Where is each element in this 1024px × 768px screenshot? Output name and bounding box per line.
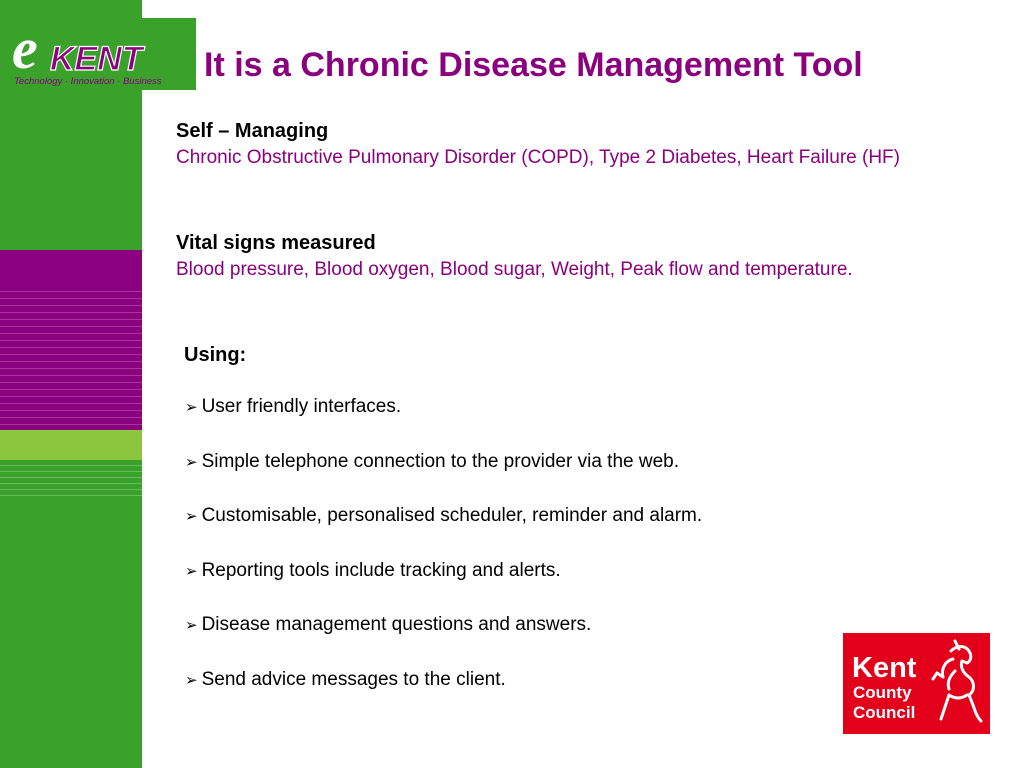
council-logo-line1: Kent bbox=[852, 652, 917, 684]
list-item bbox=[185, 501, 702, 556]
list-item bbox=[185, 665, 702, 720]
arrow-bullet-icon: ➢ bbox=[185, 617, 198, 634]
list-item-text: Reporting tools include tracking and alerts. bbox=[201, 559, 561, 581]
council-logo-line2: County bbox=[853, 683, 912, 702]
arrow-bullet-icon: ➢ bbox=[185, 453, 198, 471]
arrow-bullet-icon: ➢ bbox=[185, 508, 198, 525]
sidebar-lime-band bbox=[0, 430, 142, 460]
vital-signs-heading: Vital signs measured bbox=[176, 232, 376, 254]
logo-letter: e bbox=[12, 18, 38, 81]
list-item bbox=[185, 447, 702, 502]
list-item-text: Disease management questions and answers. bbox=[201, 614, 592, 635]
logo-tagline: Technology · Innovation · Business bbox=[14, 76, 162, 87]
sidebar-purple-band bbox=[0, 250, 142, 430]
sidebar-decoration bbox=[0, 0, 142, 768]
ekent-logo bbox=[10, 18, 196, 90]
using-heading: Using: bbox=[184, 344, 247, 366]
list-item bbox=[185, 556, 702, 611]
arrow-bullet-icon: ➢ bbox=[185, 562, 198, 580]
vital-signs-text: Blood pressure, Blood oxygen, Blood sugar, Weight, Peak flow and temperature. bbox=[176, 259, 853, 280]
kent-county-council-logo bbox=[843, 633, 990, 734]
sidebar-lined-band bbox=[0, 460, 142, 500]
logo-word: KENT bbox=[50, 40, 143, 78]
list-item-text: Customisable, personalised scheduler, reminder and alarm. bbox=[201, 505, 703, 526]
feature-list bbox=[185, 392, 702, 719]
self-managing-text: Chronic Obstructive Pulmonary Disorder (COPD), Type 2 Diabetes, Heart Failure (HF) bbox=[176, 147, 900, 168]
council-logo-line3: Council bbox=[853, 703, 916, 722]
list-item bbox=[185, 610, 702, 665]
arrow-bullet-icon: ➢ bbox=[185, 671, 198, 689]
self-managing-section bbox=[176, 118, 936, 171]
list-item bbox=[185, 392, 702, 447]
arrow-bullet-icon: ➢ bbox=[185, 399, 198, 416]
list-item-text: User friendly interfaces. bbox=[201, 396, 402, 417]
vital-signs-section bbox=[176, 230, 936, 283]
list-item-text: Simple telephone connection to the provider via the web. bbox=[201, 450, 679, 472]
page-title: It is a Chronic Disease Management Tool bbox=[204, 46, 863, 84]
self-managing-heading: Self – Managing bbox=[176, 120, 329, 142]
list-item-text: Send advice messages to the client. bbox=[201, 668, 506, 690]
